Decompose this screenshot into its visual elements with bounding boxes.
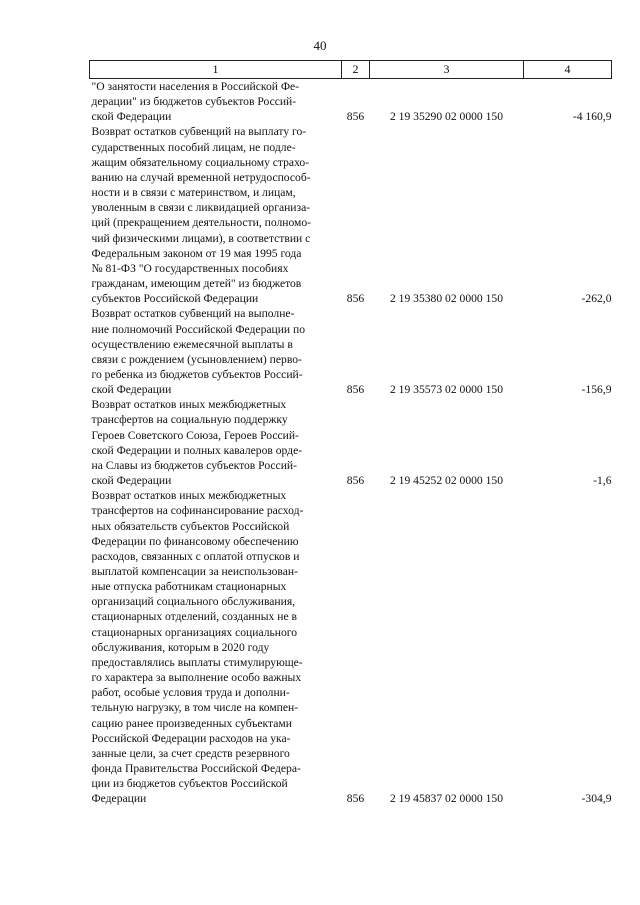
description-line: ской Федерации и полных кавалеров орде-: [91, 443, 303, 457]
description-line: № 81-ФЗ "О государственных пособиях: [91, 261, 289, 275]
column-header-1: 1: [90, 61, 342, 79]
column-header-4: 4: [524, 61, 612, 79]
description-line: осуществлению ежемесячной выплаты в: [91, 337, 293, 351]
description-line: "О занятости населения в Российской Фе-: [91, 80, 300, 93]
description-line: организаций социального обслуживания,: [91, 595, 296, 609]
column-header-3: 3: [370, 61, 524, 79]
description-line: ской Федерации: [91, 474, 172, 488]
description-line: го характера за выполнение особо важных: [91, 671, 302, 685]
description-line: чий физическими лицами), в соответствии с: [91, 231, 311, 245]
description-line: выплатой компенсации за неиспользован-: [91, 565, 298, 578]
description-line: Возврат остатков иных межбюджетных: [91, 398, 287, 412]
table-header-row: [90, 61, 612, 79]
description-line: стационарных организациях социального: [91, 625, 298, 639]
description-line: расходов, связанных с оплатой отпусков и: [91, 549, 300, 563]
description-line: гражданам, имеющим детей" из бюджетов: [91, 277, 302, 291]
table-row: [90, 124, 612, 306]
row-amount: -304,9: [581, 792, 612, 806]
row-budget-code: 2 19 45837 02 0000 150: [389, 792, 504, 806]
row-admin-code: 856: [346, 110, 365, 124]
row-amount: -1,6: [593, 474, 612, 488]
description-line: ние полномочий Российской Федерации по: [91, 322, 306, 336]
description-line: трансфертов на социальную поддержку: [91, 413, 288, 427]
description-line: Героев Советского Союза, Героев Россий-: [91, 428, 299, 442]
description-line: ванию на случай временной нетрудоспособ-: [91, 170, 311, 184]
row-amount: -4 160,9: [572, 110, 612, 124]
column-header-2: 2: [342, 61, 370, 79]
description-line: обслуживания, которым в 2020 году: [91, 640, 270, 654]
description-line: фонда Правительства Российской Федера-: [91, 762, 301, 776]
row-description: [90, 306, 342, 397]
row-admin-code: 856: [346, 383, 365, 397]
row-budget-code: 2 19 35573 02 0000 150: [389, 383, 504, 397]
description-line: ций (прекращением деятельности, полномо-: [91, 216, 312, 230]
row-amount: -262,0: [581, 292, 612, 306]
description-line: занные цели, за счет средств резервного: [91, 746, 290, 760]
description-line: ных обязательств субъектов Российской: [91, 519, 290, 533]
row-budget-code: 2 19 45252 02 0000 150: [389, 474, 504, 488]
row-description: [90, 488, 342, 806]
description-line: сацию ранее произведенных субъектами: [91, 716, 292, 730]
description-line: предоставлялись выплаты стимулирующе-: [91, 655, 303, 669]
budget-table: [89, 60, 612, 807]
row-amount: -156,9: [581, 383, 612, 397]
description-line: работ, особые условия труда и дополни-: [91, 686, 290, 700]
description-line: го ребенка из бюджетов субъектов Россий-: [91, 367, 303, 381]
row-admin-code: 856: [346, 474, 365, 488]
description-line: связи с рождением (усыновлением) перво-: [91, 352, 302, 366]
table-row: [90, 397, 612, 488]
row-budget-code: 2 19 35380 02 0000 150: [389, 292, 504, 306]
description-line: Федерации по финансовому обеспечению: [91, 534, 299, 548]
row-admin-code: 856: [346, 792, 365, 806]
description-line: на Славы из бюджетов субъектов Россий-: [91, 458, 297, 472]
description-line: Российской Федерации расходов на ука-: [91, 731, 291, 745]
description-line: ской Федерации: [91, 110, 172, 124]
row-description: [90, 397, 342, 488]
description-line: трансфертов на софинансирование расход-: [91, 504, 304, 518]
row-budget-code: 2 19 35290 02 0000 150: [389, 110, 504, 124]
row-description: [90, 79, 342, 125]
row-admin-code: 856: [346, 292, 365, 306]
description-line: субъектов Российской Федерации: [91, 292, 259, 306]
page-number: 40: [313, 38, 327, 53]
description-line: Федеральным законом от 19 мая 1995 года: [91, 246, 302, 260]
description-line: Возврат остатков иных межбюджетных: [91, 489, 287, 503]
description-line: уволенным в связи с ликвидацией организа-: [91, 201, 311, 215]
description-line: дерации" из бюджетов субъектов Россий-: [91, 95, 297, 109]
table-row: [90, 306, 612, 397]
table-row: [90, 488, 612, 806]
description-line: жащим обязательному социальному страхо-: [91, 155, 310, 169]
table-row: [90, 79, 612, 125]
description-line: сударственных пособий лицам, не подле-: [91, 140, 296, 154]
description-line: тельную нагрузку, в том числе на компен-: [91, 701, 299, 715]
description-line: ные отпуска работникам стационарных: [91, 580, 287, 594]
description-line: ности и в связи с материнством, и лицам,: [91, 186, 296, 200]
description-line: ции из бюджетов субъектов Российской: [91, 777, 288, 791]
description-line: стационарных отделений, созданных не в: [91, 610, 297, 624]
description-line: Возврат остатков субвенций на выполне-: [91, 307, 295, 321]
description-line: ской Федерации: [91, 383, 172, 397]
description-line: Федерации: [91, 792, 147, 806]
row-description: [90, 124, 342, 306]
description-line: Возврат остатков субвенций на выплату го-: [91, 125, 307, 139]
